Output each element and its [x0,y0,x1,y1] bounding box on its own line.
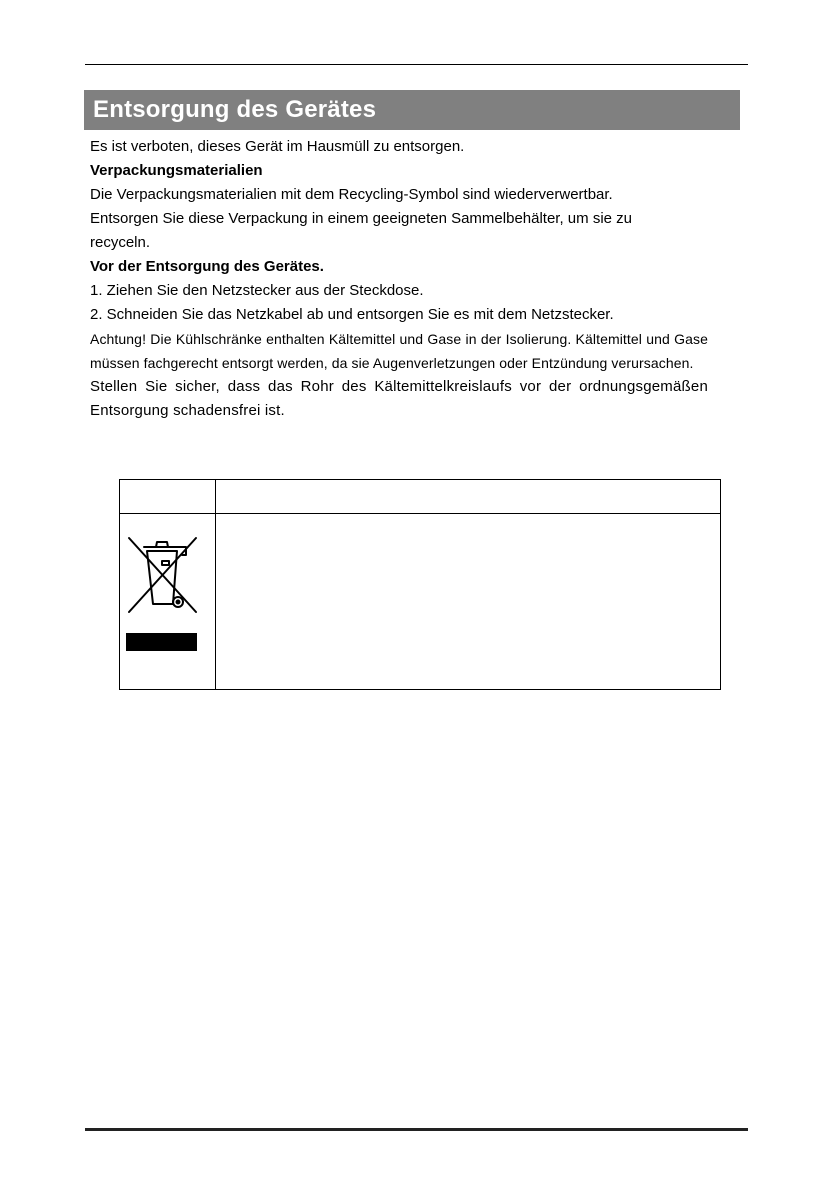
footer-rule [85,1128,748,1131]
packaging-heading: Verpackungsmaterialien [90,162,263,179]
table-header-divider [120,513,720,514]
step-2: 2. Schneiden Sie das Netzkabel ab und entsorgen Sie es mit dem Netzstecker. [90,306,614,323]
packaging-text-line-1: Die Verpackungsmaterialien mit dem Recycling-Symbol sind wiederverwertbar. [90,186,613,203]
packaging-text-line-2: Entsorgen Sie diese Verpackung in einem geeigneten Sammelbehälter, um sie zu [90,210,632,227]
section-title: Entsorgung des Gerätes [93,96,377,123]
packaging-text-line-3: recyceln. [90,234,151,251]
header-rule [85,64,748,65]
before-disposal-heading: Vor der Entsorgung des Gerätes. [90,258,324,275]
separate-collection-bar [126,633,197,651]
refrigerant-warning: Achtung! Die Kühlschränke enthalten Kältemittel und Gase in der Isolierung. Kältemittel und Gase müssen fachgerecht entsorgt werden, da sie Augenverletzungen oder Entzündung verursachen. [90,331,708,371]
pipe-check-text: Stellen Sie sicher, dass das Rohr des Kältemittelkreislaufs vor der ordnungsgemäßen Entsorgung schadensfrei ist. [90,378,708,419]
weee-symbol-table [119,479,721,690]
body-text [90,135,708,423]
table-column-divider [215,480,216,689]
step-1: 1. Ziehen Sie den Netzstecker aus der Steckdose. [90,282,424,299]
crossed-out-wheelie-bin-icon [126,534,198,616]
section-title-bar [84,90,740,130]
intro-text: Es ist verboten, dieses Gerät im Hausmüll zu entsorgen. [90,138,465,155]
